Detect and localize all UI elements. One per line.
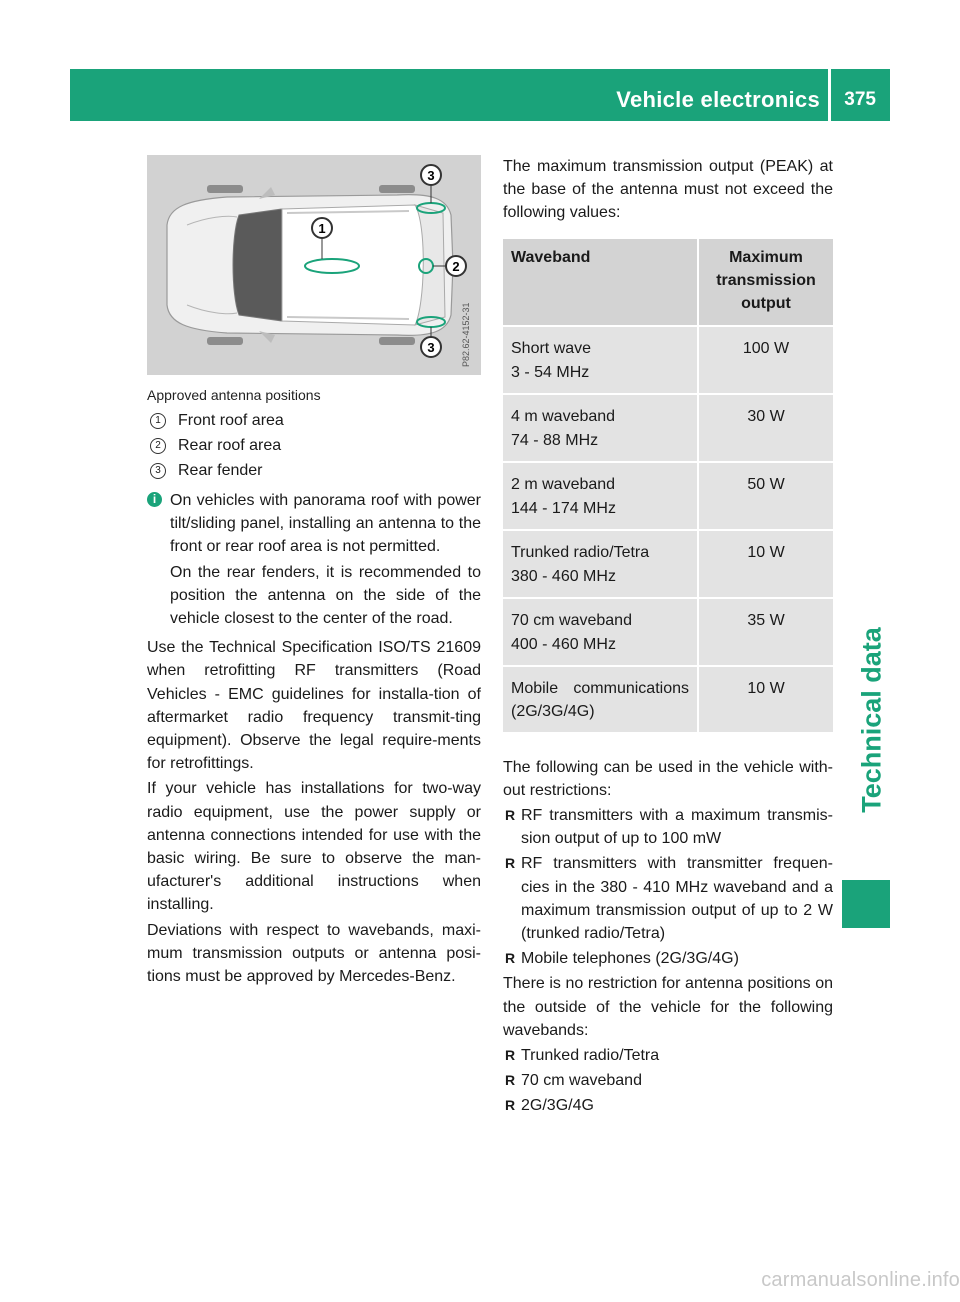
column-header-waveband: Waveband [503, 239, 699, 327]
svg-text:3: 3 [427, 168, 435, 183]
legend-label: Rear roof area [178, 437, 282, 454]
left-column [147, 155, 481, 990]
body-paragraph: If your vehicle has installations for two-way radio equipment, use the power supply or antenna connections intended for use with the basic wiring. Be sure to observe the man-ufacturer's additional instructions when installing. [147, 780, 481, 914]
svg-text:3: 3 [427, 340, 435, 355]
list-item: R Mobile telephones (2G/3G/4G) [503, 947, 833, 970]
frequency-range: 144 - 174 MHz [511, 499, 616, 517]
table-header-row [503, 239, 833, 327]
legend-item [147, 433, 481, 458]
frequency-range: 380 - 460 MHz [511, 567, 616, 585]
side-tab [842, 620, 902, 820]
callout-3-bottom [421, 337, 441, 357]
figure-legend [147, 408, 481, 483]
image-code: P82.62-4152-31 [461, 302, 471, 367]
svg-text:1: 1 [318, 221, 326, 236]
car-top-view-illustration [147, 155, 481, 375]
figure-caption: Approved antenna positions [147, 387, 321, 403]
waveband-name: 2 m waveband [511, 475, 616, 493]
legend-number: 2 [150, 438, 166, 454]
antenna-positions-figure [147, 155, 481, 375]
max-output: 35 W [699, 599, 833, 667]
max-output: 30 W [699, 395, 833, 463]
info-icon: i [147, 492, 162, 507]
legend-label: Front roof area [178, 412, 284, 429]
callout-3-top [421, 165, 441, 185]
side-tab-marker [842, 880, 890, 928]
body-paragraph: Use the Technical Specification ISO/TS 21609 when retrofitting RF transmitters (Road Vehicles - EMC guidelines for installa-tion of aftermarket radio frequency transmit-ting equipment). Observe the legal require-ments for retrofittings. [147, 639, 481, 773]
legend-number: 3 [150, 463, 166, 479]
transmission-output-table [503, 239, 833, 734]
info-note-body [170, 489, 481, 632]
table-row [503, 531, 833, 599]
waveband-name: 70 cm waveband [511, 611, 632, 629]
list-item: R RF transmitters with a maximum transmis-sion output of up to 100 mW [503, 804, 833, 850]
section-title: Vehicle electronics [616, 87, 820, 112]
page-header [70, 69, 890, 121]
callout-1 [312, 218, 332, 238]
max-output: 10 W [699, 667, 833, 734]
table-row [503, 599, 833, 667]
table-row [503, 327, 833, 395]
legend-item [147, 458, 481, 483]
right-column [503, 155, 833, 1120]
list-item: R RF transmitters with transmitter frequen-cies in the 380 - 410 MHz waveband and a maximum transmission output of up to 2 W (trunked radio/Tetra) [503, 852, 833, 945]
watermark: carmanualsonline.info [761, 1269, 960, 1291]
body-paragraph: Deviations with respect to wavebands, maxi-mum transmission outputs or antenna posi-tions must be approved by Mercedes-Benz. [147, 921, 481, 986]
header-divider [828, 69, 831, 121]
no-restriction-list [503, 1044, 833, 1118]
unrestricted-intro: The following can be used in the vehicle with-out restrictions: [503, 758, 833, 799]
list-item: R 2G/3G/4G [503, 1094, 833, 1117]
info-note [147, 489, 481, 632]
waveband-name: 4 m waveband [511, 407, 616, 425]
legend-item [147, 408, 481, 433]
unrestricted-list [503, 804, 833, 970]
no-restriction-intro: There is no restriction for antenna positions on the outside of the vehicle for the following wavebands: [503, 975, 833, 1039]
waveband-name: Short wave [511, 339, 592, 357]
svg-text:2: 2 [452, 259, 460, 274]
list-item: R Trunked radio/Tetra [503, 1044, 833, 1067]
table-row [503, 667, 833, 734]
table-row [503, 463, 833, 531]
side-tab-label: Technical data [856, 627, 887, 813]
table-intro: The maximum transmission output (PEAK) at the base of the antenna must not exceed the following values: [503, 158, 833, 222]
max-output: 10 W [699, 531, 833, 599]
legend-number: 1 [150, 413, 166, 429]
page-number: 375 [844, 89, 876, 110]
list-item: R 70 cm waveband [503, 1069, 833, 1092]
waveband-name: Trunked radio/Tetra [511, 543, 650, 561]
legend-label: Rear fender [178, 462, 263, 479]
info-paragraph: On the rear fenders, it is recommended to position the antenna on the side of the vehicle closest to the center of the road. [170, 563, 481, 628]
waveband-name: Mobile communications (2G/3G/4G) [511, 679, 689, 720]
left-body-text [147, 489, 481, 988]
callout-2 [446, 256, 466, 276]
max-output: 100 W [699, 327, 833, 395]
frequency-range: 400 - 460 MHz [511, 635, 616, 653]
table-row [503, 395, 833, 463]
frequency-range: 3 - 54 MHz [511, 363, 590, 381]
info-paragraph: On vehicles with panorama roof with power tilt/sliding panel, installing an antenna to the front or rear roof area is not permitted. [170, 492, 481, 556]
frequency-range: 74 - 88 MHz [511, 431, 599, 449]
max-output: 50 W [699, 463, 833, 531]
column-header-max-output: Maximum transmission output [699, 239, 833, 327]
